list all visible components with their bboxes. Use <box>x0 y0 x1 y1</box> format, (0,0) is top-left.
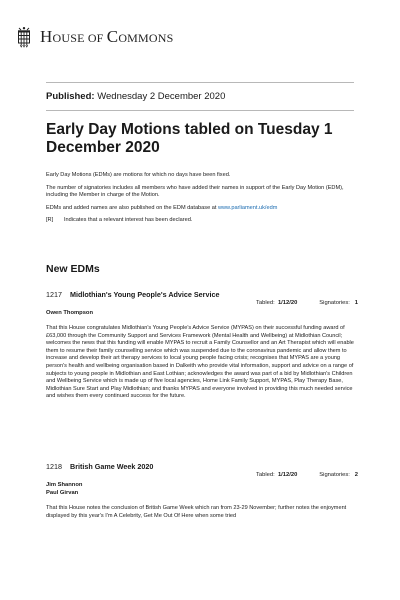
section-title-new-edms: New EDMs <box>46 263 100 275</box>
edm-title: Midlothian's Young People's Advice Service <box>70 290 220 299</box>
relevant-interest-text: Indicates that a relevant interest has been declared. <box>64 217 193 224</box>
sponsor-name: Jim Shannon <box>46 482 83 488</box>
house-name-ouse-of: OUSE OF <box>52 31 107 45</box>
edm-heading <box>46 462 358 472</box>
signatories-count: 1 <box>354 300 358 306</box>
tabled-label: Tabled: <box>256 472 275 478</box>
relevant-interest-flag: [R] <box>46 217 54 224</box>
divider-bottom <box>46 110 354 111</box>
sponsor-name: Paul Girvan <box>46 490 79 496</box>
edm-meta <box>46 472 358 481</box>
sponsor-name: Owen Thompson <box>46 310 94 316</box>
published-label: Published: <box>46 91 95 102</box>
edm-heading <box>46 290 358 300</box>
tabled-date: 1/12/20 <box>277 472 298 478</box>
edm-database-link[interactable]: www.parliament.uk/edm <box>217 204 278 211</box>
intro-paragraph-1: Early Day Motions (EDMs) are motions for which no days have been fixed. <box>46 172 231 178</box>
intro-edm-database-text: EDMs and added names are also published on the EDM database at <box>46 204 218 211</box>
intro-notes <box>46 172 358 230</box>
page-title: Early Day Motions tabled on Tuesday 1 December 2020 <box>46 121 333 156</box>
tabled-label: Tabled: <box>256 300 275 306</box>
house-name <box>40 27 174 47</box>
portcullis-icon <box>16 26 32 48</box>
signatories-count: 2 <box>354 472 358 478</box>
house-name-initial-c: C <box>106 27 119 46</box>
edm-number: 1218 <box>46 462 62 471</box>
edm-entry-1218 <box>46 462 358 520</box>
edm-meta <box>46 300 358 309</box>
edm-entry-1217 <box>46 290 358 401</box>
intro-paragraph-3 <box>46 205 358 213</box>
edm-number: 1217 <box>46 290 62 299</box>
intro-paragraph-2: The number of signatories includes all members who have added their names in support of the Early Day Motion (EDM), including the Member in charge of the Motion. <box>46 184 344 199</box>
signatories-label: Signatories: <box>319 300 350 306</box>
house-name-initial-h: H <box>40 27 53 46</box>
edm-motion-text: That this House congratulates Midlothian's Young People's Advice Service (MYPAS) on their successful funding award of £63,000 through the Community Support and Services Framework (Mental Health and Wellbeing) at Midlothian Council; welcomes the news that this funding will enable MYPAS to recruit a Family Counsellor and an Art Therapist which will enable them to resume their family counselling service which was suspended due to the coronavirus pandemic and allow them to increase and develop their art therapy services to local young people facing crisis; recognises that MYPAS are a young person's health and wellbeing organisation based in Dalkeith who provide vital information, support and advice on a range of subjects to young people in Midlothian and East Lothian; acknowledges the award was part of a bid by Midlothian's Children and Wellbeing Service which is made up of five local agencies, Home Link Family Support, MYPAS, Play Therapy Base, Midlothian Sure Start and Play Midlothian; and thanks MYPAS and everyone involved in providing this much needed service and wishes them every continued success for the future. <box>46 325 354 400</box>
published-date: Wednesday 2 December 2020 <box>97 91 226 102</box>
published-line <box>46 91 225 102</box>
edm-title: British Game Week 2020 <box>70 462 154 471</box>
divider-top <box>46 82 354 83</box>
intro-paragraph-4 <box>46 217 358 225</box>
edm-motion-text: That this House notes the conclusion of British Game Week which ran from 23-29 November; further notes the enjoyment displayed by this year's I'm A Celebrity, Get Me Out Of Here when some tried <box>46 505 347 519</box>
house-name-ommons: OMMONS <box>118 31 174 45</box>
signatories-label: Signatories: <box>319 472 350 478</box>
tabled-date: 1/12/20 <box>277 300 298 306</box>
house-of-commons-header <box>16 24 174 50</box>
